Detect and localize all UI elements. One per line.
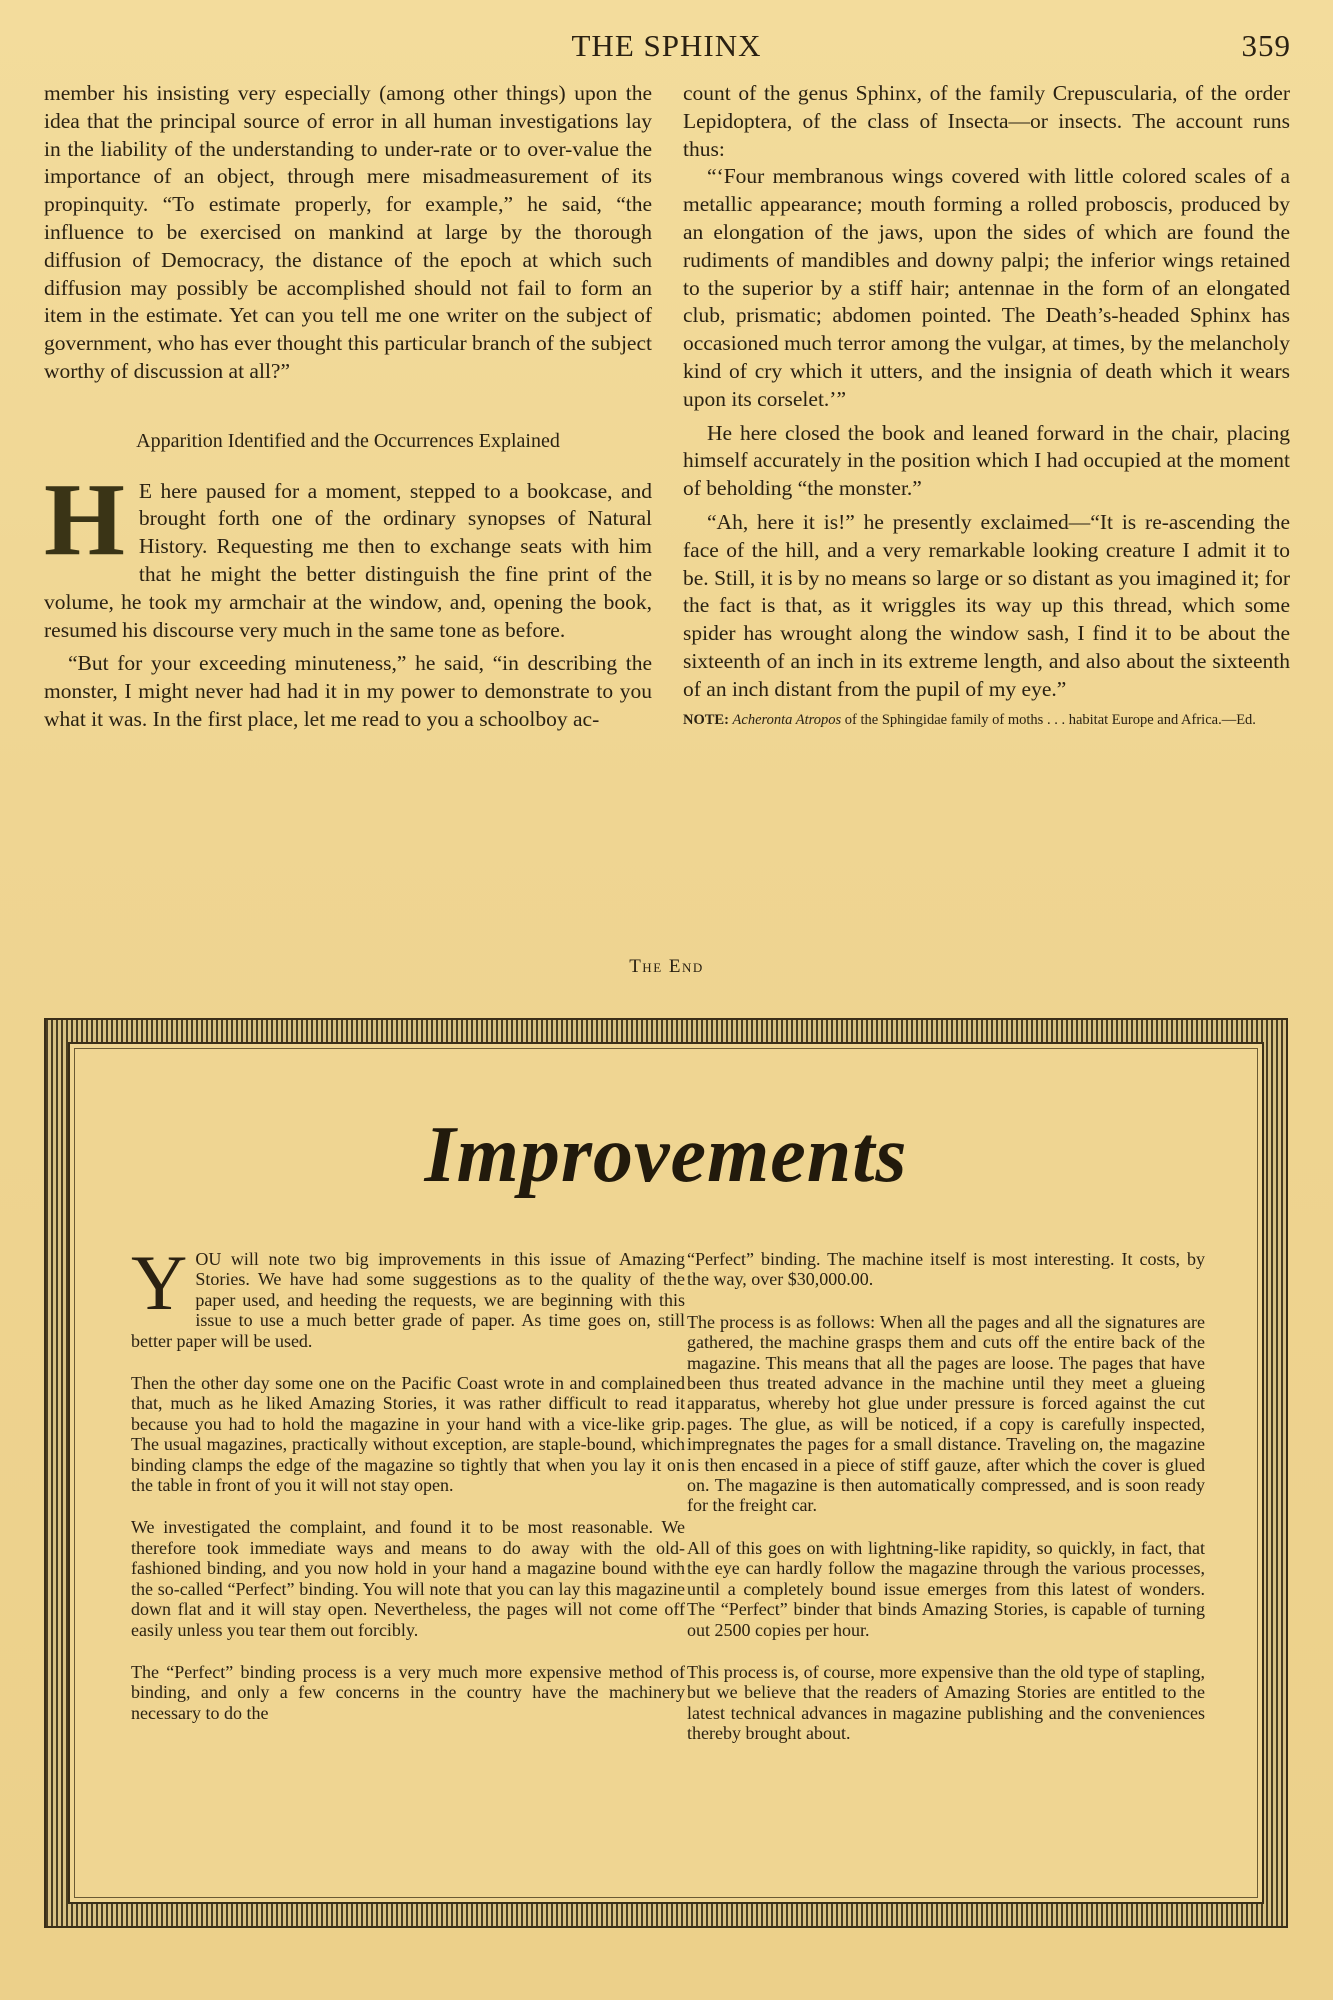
story-paragraph: “‘Four membranous wings covered with little colored scales of a metallic appearance; mouth forming a rolled proboscis, produced by an elongation of the jaws, upon the sides of which are found the rudiments of mandibles and downy palpi; the inferior wings retained to the superior by a stiff hair; antennae in the form of an elongated club, prismatic; abdomen pointed. The Death’s-headed Sphinx has occasioned much terror among the vulgar, at times, by the melancholy kind of cry which it utters, and the insignia of death which it wears upon its corselet.’”	[683, 164, 1290, 411]
improvements-box	[44, 1018, 1288, 1928]
note-label: NOTE:	[683, 711, 729, 728]
dropcap-paragraph	[44, 461, 652, 645]
box-paragraph	[131, 1239, 685, 1351]
section-subhead: Apparition Identified and the Occurrences Explained	[136, 429, 560, 452]
story-paragraph: count of the genus Sphinx, of the family Crepuscularia, of the order Lepidoptera, of the class of Insecta—or insects. The account runs thus:	[683, 81, 1290, 161]
box-drop-cap: Y	[131, 1239, 188, 1326]
box-paragraph: All of this goes on with lightning-like rapidity, so quickly, in fact, that the eye can hardly follow the magazine through the various processes, until a completely bound issue emerges from this latest of wonders. The “Perfect” binder that binds Amazing Stories, is capable of turning out 2500 copies per hour.	[687, 1537, 1205, 1640]
the-end: The End	[629, 956, 704, 977]
box-left-column	[131, 1239, 685, 1745]
box-paragraph-text: OU will note two big improvements in this issue of Amazing Stories. We have had some suggestions as to the quality of the paper used, and heeding the requests, we are beginning with this issue to use a much better grade of paper. As time goes on, still better paper will be used.	[131, 1249, 685, 1351]
improvements-box-inner	[68, 1042, 1264, 1904]
running-title: THE SPHINX	[571, 28, 762, 63]
story-paragraph: “Ah, here it is!” he presently exclaimed—“It is re-ascending the face of the hill, and a very remarkable looking creature I admit it to be. Still, it is by no means so large or so distant as you imagined it; for the fact is that, as it wriggles its way up this thread, which some spider has wrought along the window sash, I find it to be about the sixteenth of an inch in its extreme length, and also about the sixteenth of an inch distant from the pupil of my eye.”	[683, 509, 1290, 701]
editor-note	[683, 712, 1290, 728]
box-title: Improvements	[424, 1111, 908, 1199]
story-paragraph: E here paused for a moment, stepped to a bookcase, and brought forth one of the ordinary synopses of Natural History. Requesting me then to exchange seats with him that he might the better distinguish the fine print of the volume, he took my armchair at the window, and, opening the book, resumed his discourse very much in the same tone as before.	[44, 478, 652, 642]
box-right-column	[687, 1249, 1205, 1766]
box-paragraph: Then the other day some one on the Pacific Coast wrote in and complained that, much as he liked Amazing Stories, it was rather difficult to read it because you had to hold the magazine in your hand with a vice-like grip. The usual magazines, practically without exception, are staple-bound, which binding clamps the edge of the magazine so tightly that when you lay it on the table in front of you it will not stay open.	[131, 1373, 685, 1496]
box-paragraph: The “Perfect” binding process is a very much more expensive method of binding, and only a few concerns in the country have the machinery necessary to do the	[131, 1661, 685, 1723]
story-left-column	[44, 80, 652, 734]
story-paragraph: He here closed the book and leaned forward in the chair, placing himself accurately in the position which I had occupied at the moment of beholding “the monster.”	[683, 420, 1290, 501]
story-paragraph: “But for your exceeding minuteness,” he said, “in describing the monster, I might never had had it in my power to demonstrate to you what it was. In the first place, let me read to you a schoolboy ac-	[44, 651, 652, 731]
drop-cap: H	[44, 461, 125, 577]
box-paragraph: The process is as follows: When all the pages and all the signatures are gathered, the machine grasps them and cuts off the entire back of the magazine. This means that all the pages are loose. The pages that have been thus treated advance in the machine until they meet a glueing apparatus, whereby hot glue under pressure is forced against the cut pages. The glue, as will be noticed, if a copy is carefully inspected, impregnates the pages for a small distance. Traveling on, the magazine is then encased in a piece of stiff gauze, after which the cover is glued on. The magazine is then automatically compressed, and is soon ready for the freight car.	[687, 1311, 1205, 1516]
running-head	[40, 28, 1293, 68]
box-paragraph: “Perfect” binding. The machine itself is most interesting. It costs, by the way, over $30,000.00.	[687, 1249, 1205, 1290]
note-text: of the Sphingidae family of moths . . . habitat Europe and Africa.—Ed.	[844, 711, 1256, 728]
box-paragraph: We investigated the complaint, and found it to be most reasonable. We therefore took immediate ways and means to do away with the old-fashioned binding, and you now hold in your hand a magazine bound with the so-called “Perfect” binding. You will note that you can lay this magazine down flat and it will stay open. Nevertheless, the pages will not come off easily unless you tear them out forcibly.	[131, 1517, 685, 1640]
note-species: Acheronta Atropos	[732, 711, 842, 728]
page-number: 359	[1241, 28, 1291, 63]
story-right-column	[683, 80, 1290, 728]
story-paragraph: member his insisting very especially (among other things) upon the idea that the principal source of error in all human investigations lay in the liability of the understanding to under-rate or to over-value the importance of an object, through mere misadmeasurement of its propinquity. “To estimate properly, for example,” he said, “the influence to be exercised on mankind at large by the thorough diffusion of Democracy, the distance of the epoch at which such diffusion may possibly be accomplished should not fail to form an item in the estimate. Yet can you tell me one writer on the subject of government, who has ever thought this particular branch of the subject worthy of discussion at all?”	[44, 81, 652, 383]
box-paragraph: This process is, of course, more expensive than the old type of stapling, but we believe that the readers of Amazing Stories are entitled to the latest technical advances in magazine publishing and the conveniences thereby brought about.	[687, 1661, 1205, 1744]
